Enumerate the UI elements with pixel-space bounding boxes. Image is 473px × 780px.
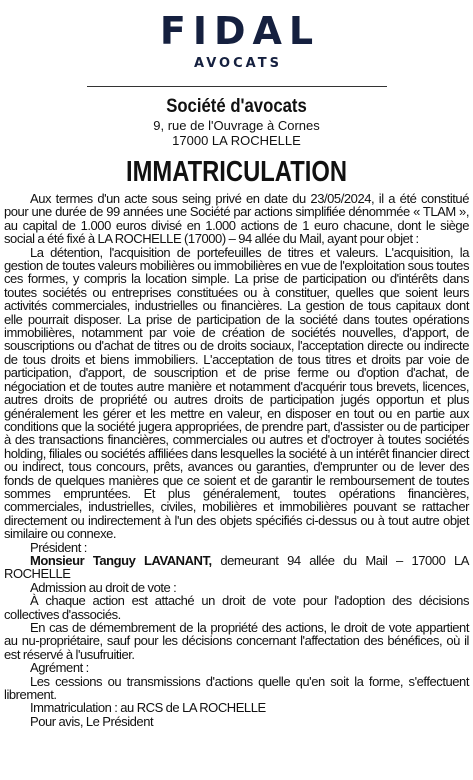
notice-title: IMMATRICULATION bbox=[125, 156, 348, 188]
notice-body bbox=[4, 192, 469, 728]
closing-text: Pour avis, Le Président bbox=[30, 713, 154, 729]
header-divider bbox=[87, 86, 387, 87]
address-line-2: 17000 LA ROCHELLE bbox=[172, 133, 301, 148]
president-line bbox=[4, 554, 469, 581]
logo-subtitle: AVOCATS bbox=[194, 56, 282, 71]
notice-paragraph-object: La détention, l'acquisition de portefeuilles de titres et valeurs. L'acquisition, la gestion de toutes valeurs mobilières ou immobilières en vue de l'exploitation sous toutes ces formes, y compris la location simple. La prise de participation ou d'intérêts dans toutes sociétés ou entreprises constituées ou à constituer, quelles que soient leurs activités commerciales, industrielles ou financières. La gestion de tous capitaux dont elle pourrait disposer. La prise de participation de la société dans toutes opérations immobilières, notamment par voie de création de sociétés nouvelles, d'apport, de souscriptions ou d'achat de titres ou de droits sociaux, l'acceptation directe ou indirecte de tous droits et biens immobiliers. L'acceptation de tous titres et droits par voie de participation, d'apport, de souscription et de prise ferme ou d'option d'achat, de négociation et de toutes autre manière et notamment d'acquérir tous brevets, licences, autres droits de propriété ou autres droits de participation jugés opportun et plus généralement les gérer et les mettre en valeur, en disposer en tout ou en partie aux conditions que la société jugera appropriées, de prendre part, d'assister ou de participer à des transactions financières, commerciales ou autres et d'octroyer à toutes sociétés holding, filiales ou sociétés affiliées dans lesquelles la société à un intérêt financier direct ou indirect, tous concours, prêts, avances ou garanties, d'emprunter ou de lever des fonds de quelques manières que ce soient et de garantir le remboursement de toutes sommes empruntées. Et plus généralement, toutes opérations financières, commerciales, industrielles, civiles, mobilières et immobilières pouvant se rattacher directement ou indirectement à l'un des objets spécifiés ci-dessus ou à tout autre objet similaire ou connexe. bbox=[4, 244, 469, 542]
fidal-logo bbox=[4, 0, 469, 72]
admission-label: Admission au droit de vote : bbox=[30, 579, 177, 595]
logo-wordmark: FIDAL bbox=[159, 9, 321, 53]
agrement-label: Agrément : bbox=[30, 660, 89, 676]
president-address: demeurant 94 allée du Mail – 17000 LA ROCHELLE bbox=[4, 552, 469, 582]
notice-paragraph-constitution: Aux termes d'un acte sous seing privé en date du 23/05/2024, il a été constitué pour une durée de 99 années une Société par actions simplifiée dénommée « TLAM », au capital de 1.000 euros divisé en 1.000 actions de 1 euro chacune, dont le siège social a été fixé à LA ROCHELLE (17000) – 94 allée du Mail, ayant pour objet : bbox=[4, 191, 469, 247]
dismemberment-text: En cas de démembrement de la propriété des actions, le droit de vote appartient au nu-propriétaire, sauf pour les décisions concernant l'affectation des bénéfices, où il est réservé à l'usufruitier. bbox=[4, 620, 469, 662]
registration-text: Immatriculation : au RCS de LA ROCHELLE bbox=[30, 700, 266, 716]
president-label: Président : bbox=[30, 539, 87, 555]
company-type: Société d'avocats bbox=[166, 96, 307, 117]
address-line-1: 9, rue de l'Ouvrage à Cornes bbox=[153, 118, 320, 133]
president-name: Monsieur Tanguy LAVANANT, bbox=[30, 552, 212, 568]
agrement-text: Les cessions ou transmissions d'actions quelle qu'en soit la forme, s'effectuent librement. bbox=[4, 673, 469, 703]
admission-text: À chaque action est attaché un droit de vote pour l'adoption des décisions collectives d'associés. bbox=[4, 593, 469, 622]
